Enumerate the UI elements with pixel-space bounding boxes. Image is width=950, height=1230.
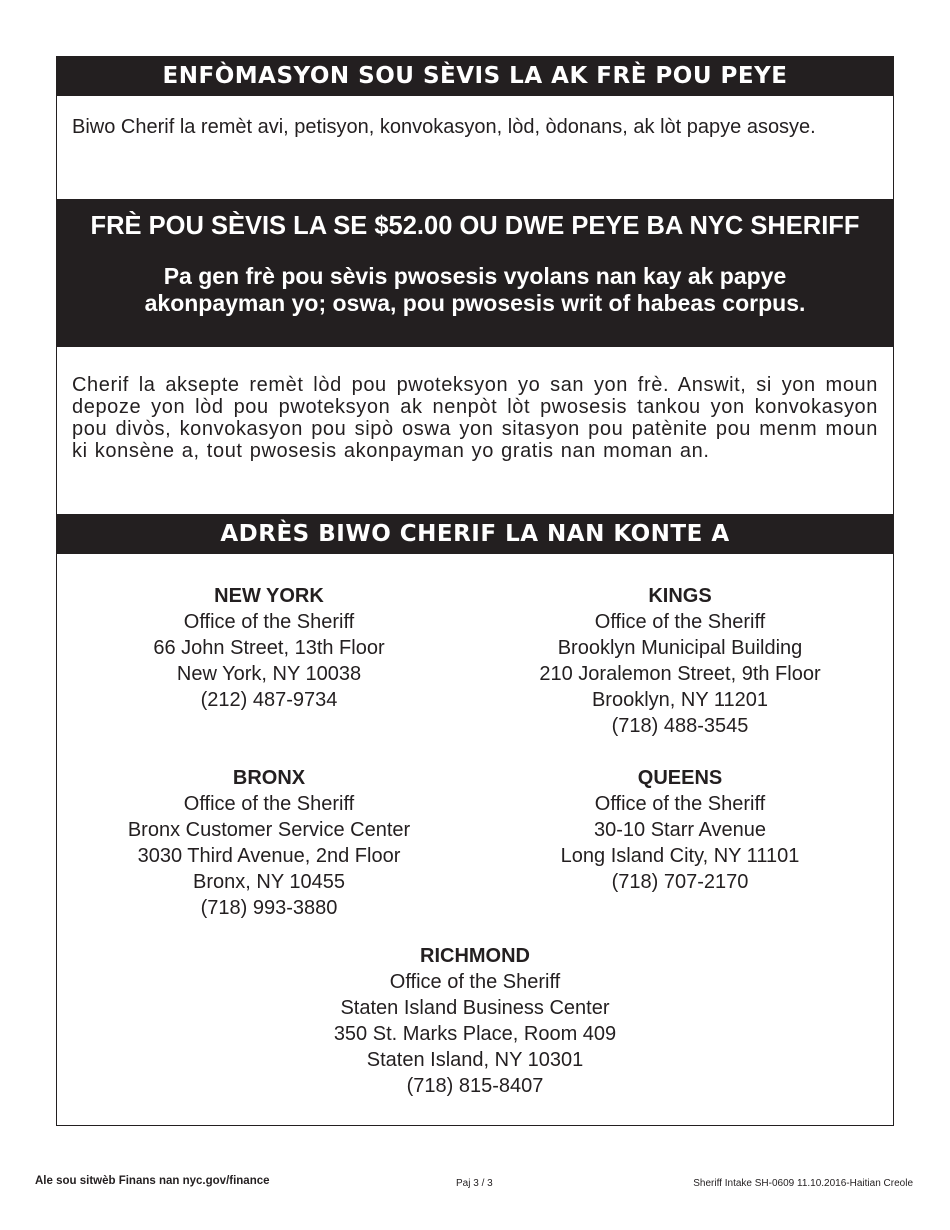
office-line: 3030 Third Avenue, 2nd Floor [137, 845, 401, 867]
office-line: Staten Island Business Center [340, 997, 610, 1019]
fee-title: FRÈ POU SÈVIS LA SE $52.00 OU DWE PEYE BA NYC SHERIFF [90, 212, 860, 240]
addresses-heading: ADRÈS BIWO CHERIF LA NAN KONTE A [220, 521, 730, 547]
county-name: BRONX [232, 767, 306, 789]
office-line: New York, NY 10038 [176, 663, 362, 685]
service-info-header [56, 56, 894, 96]
office-line: Staten Island, NY 10301 [366, 1049, 584, 1071]
county-name: NEW YORK [214, 585, 324, 607]
footer-page-number: Paj 3 / 3 [456, 1178, 493, 1189]
office-phone: (718) 993-3880 [200, 897, 338, 919]
protection-order-text: Cherif la aksepte remèt lòd pou pwoteksyon yo san yon frè. Answit, si yon moun depoze yon lòd pou pwoteksyon ak nenpòt lòt pwosesis tankou yon konvokasyon pou divòs, konvokasyon pou sipò oswa yon sitasyon pou patènite pou menm moun ki konsène a, tout pwosesis akonpayman yo gratis nan moman an. [72, 374, 878, 462]
office-line: Office of the Sheriff [594, 611, 766, 633]
fee-banner [56, 199, 894, 347]
office-phone: (718) 488-3545 [611, 715, 749, 737]
office-line: Long Island City, NY 11101 [560, 845, 800, 867]
county-name: RICHMOND [420, 945, 530, 967]
office-phone: (212) 487-9734 [200, 689, 338, 711]
footer-website: Ale sou sitwèb Finans nan nyc.gov/finance [35, 1175, 270, 1187]
office-bronx [79, 765, 459, 921]
county-name: KINGS [648, 585, 712, 607]
office-line: Brooklyn Municipal Building [557, 637, 803, 659]
office-line: Brooklyn, NY 11201 [591, 689, 769, 711]
fee-note-line: Pa gen frè pou sèvis pwosesis vyolans nan kay ak papye [163, 263, 787, 289]
office-line: 66 John Street, 13th Floor [153, 637, 385, 659]
office-new-york [79, 583, 459, 713]
footer-form-id: Sheriff Intake SH-0609 11.10.2016-Haitian Creole [693, 1178, 913, 1189]
service-intro-text: Biwo Cherif la remèt avi, petisyon, konvokasyon, lòd, òdonans, ak lòt papye asosye. [72, 116, 816, 138]
office-line: 30-10 Starr Avenue [594, 819, 766, 841]
office-richmond [285, 943, 665, 1099]
addresses-header [56, 514, 894, 554]
office-line: Office of the Sheriff [594, 793, 766, 815]
office-line: Office of the Sheriff [389, 971, 561, 993]
office-queens [490, 765, 870, 895]
office-line: Bronx Customer Service Center [127, 819, 411, 841]
county-name: QUEENS [637, 767, 723, 789]
office-line: 350 St. Marks Place, Room 409 [333, 1023, 617, 1045]
fee-note [56, 263, 894, 317]
office-line: 210 Joralemon Street, 9th Floor [539, 663, 821, 685]
office-line: Bronx, NY 10455 [193, 871, 345, 893]
fee-note-line: akonpayman yo; oswa, pou pwosesis writ of habeas corpus. [144, 290, 806, 316]
office-line: Office of the Sheriff [183, 611, 355, 633]
office-line: Office of the Sheriff [183, 793, 355, 815]
office-kings [490, 583, 870, 739]
office-phone: (718) 707-2170 [611, 871, 749, 893]
service-info-heading: ENFÒMASYON SOU SÈVIS LA AK FRÈ POU PEYE [162, 63, 788, 89]
office-phone: (718) 815-8407 [406, 1075, 544, 1097]
